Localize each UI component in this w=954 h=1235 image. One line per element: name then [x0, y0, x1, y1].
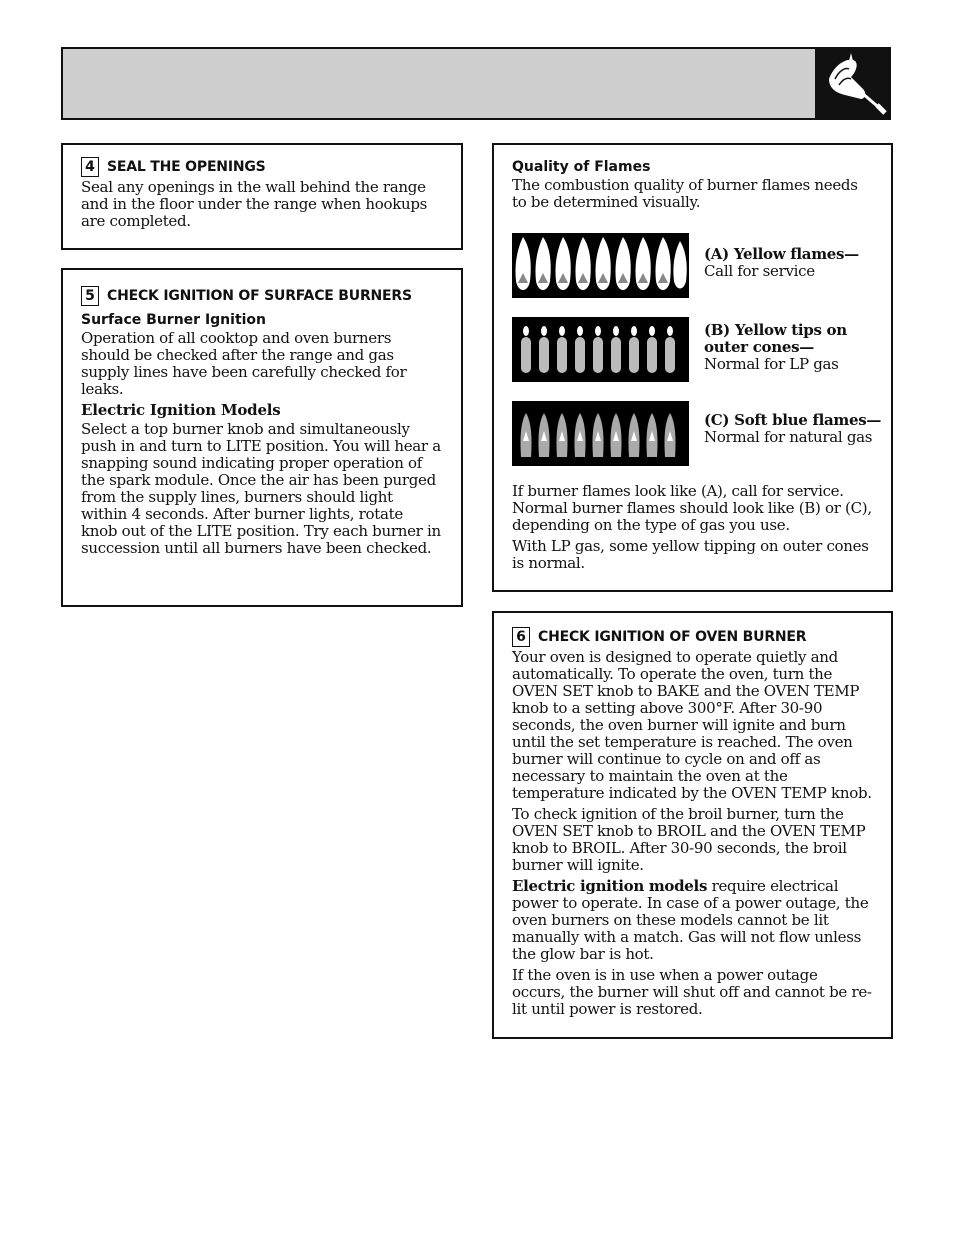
intro-text: Operation of all cooktop and oven burners should be checked after the range and gas supply lines have been carefully checked for leaks.: [81, 329, 407, 398]
flame-a-caption: [704, 246, 859, 280]
electric-ignition-heading: Electric Ignition Models: [81, 401, 281, 419]
yellow-tips-illustration: [512, 317, 689, 382]
section-body: Seal any openings in the wall behind the range and in the floor under the range when hookups are completed.: [81, 178, 428, 230]
section-seal-openings: [61, 143, 463, 250]
section-title: SEAL THE OPENINGS: [107, 159, 266, 175]
subsection-title: Surface Burner Ignition: [81, 312, 267, 328]
flame-b-caption: [704, 322, 879, 373]
electric-ignition-models-text: require electrical power to operate. In case of a power outage, the oven burners on these models cannot be lit manually with a match. Gas will not flow unless the glow bar is hot.: [512, 877, 869, 963]
step-number: 6: [512, 627, 530, 647]
electric-ignition-models-label: Electric ignition models: [512, 877, 708, 895]
flames-note-1: If burner flames look like (A), call for service. Normal burner flames should look like (B) or (C), depending on the type of gas you use.: [512, 482, 872, 534]
flame-a-label: (A) Yellow flames—: [704, 245, 859, 263]
electric-ignition-text: Select a top burner knob and simultaneously push in and turn to LITE position. You will hear a snapping sound indicating proper operation of the spark module. Once the air has been purged from the supply lines, burners should light within 4 seconds. After burner lights, rotate knob out of the LITE position. Try each burner in succession until all burners have been checked.: [81, 420, 441, 557]
flame-c-desc: Normal for natural gas: [704, 428, 873, 446]
oven-paragraph-4: If the oven is in use when a power outage occurs, the burner will shut off and cannot be re-lit until power is restored.: [512, 966, 872, 1018]
oven-paragraph-1: Your oven is designed to operate quietly and automatically. To operate the oven, turn the OVEN SET knob to BAKE and the OVEN TEMP knob to a setting above 300°F. After 30-90 seconds, the oven burner will ignite and burn until the set temperature is reached. The oven burner will continue to cycle on and off as necessary to maintain the oven at the temperature indicated by the OVEN TEMP knob.: [512, 648, 872, 802]
section-quality-of-flames: [492, 143, 893, 592]
flame-a-desc: Call for service: [704, 262, 815, 280]
flame-c-caption: [704, 412, 881, 446]
flame-b-desc: Normal for LP gas: [704, 355, 839, 373]
section-surface-burners: [61, 268, 463, 607]
section-oven-burner: [492, 611, 893, 1039]
step-number: 5: [81, 286, 99, 306]
section-title: CHECK IGNITION OF SURFACE BURNERS: [107, 288, 412, 304]
flames-intro: The combustion quality of burner flames needs to be determined visually.: [512, 176, 858, 211]
soft-blue-flames-illustration: [512, 401, 689, 466]
yellow-flames-illustration: [512, 233, 689, 298]
hand-with-tool-icon: [815, 49, 889, 118]
oven-paragraph-3: [512, 878, 873, 963]
flames-note-2: With LP gas, some yellow tipping on outer cones is normal.: [512, 537, 869, 572]
oven-paragraph-2: To check ignition of the broil burner, turn the OVEN SET knob to BROIL and the OVEN TEMP knob to BROIL. After 30-90 seconds, the broil burner will ignite.: [512, 805, 866, 874]
flames-title: Quality of Flames: [512, 159, 651, 175]
section-title: CHECK IGNITION OF OVEN BURNER: [538, 629, 807, 645]
flame-b-label: (B) Yellow tips on outer cones—: [704, 321, 847, 356]
flame-c-label: (C) Soft blue flames—: [704, 411, 882, 429]
step-number: 4: [81, 157, 99, 177]
header-bar: [61, 47, 891, 120]
